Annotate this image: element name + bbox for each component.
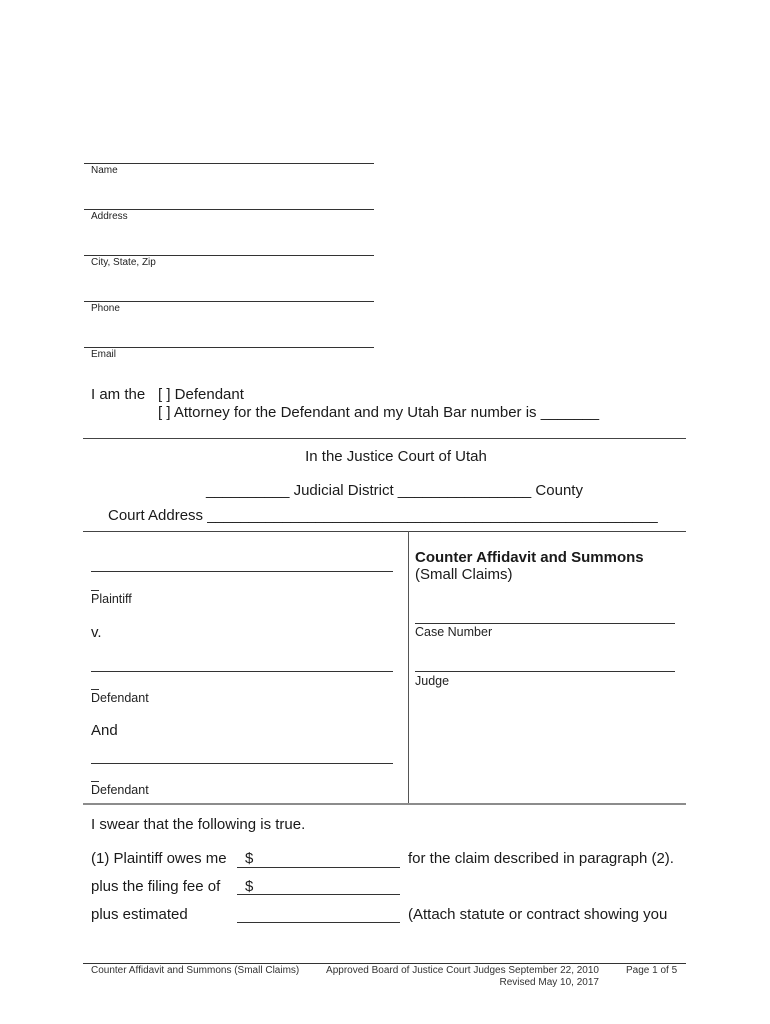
line2-currency: $ [245,878,254,895]
versus-label: v. [91,624,102,641]
estimated-field[interactable] [237,922,400,923]
role-option-defendant[interactable]: [ ] Defendant [158,386,244,403]
address-field[interactable] [84,209,374,210]
underscore-mark [91,689,99,690]
caption-divider [408,531,409,804]
role-option-attorney[interactable]: [ ] Attorney for the Defendant and my Utah Bar number is _______ [158,404,600,421]
footer-form-name: Counter Affidavit and Summons (Small Claims) [91,965,300,976]
court-district-line[interactable]: __________ Judicial District ________________ County [206,482,583,499]
court-address-line[interactable]: Court Address ______________________________________________________ [108,507,658,524]
caption-top-border [83,531,686,532]
case-number-label: Case Number [415,625,493,639]
defendant2-label: Defendant [91,783,149,797]
underscore-mark [91,590,99,591]
line3-label: plus estimated [91,906,188,923]
address-label: Address [91,211,128,222]
line1-currency: $ [245,850,254,867]
city-state-zip-field[interactable] [84,255,374,256]
name-label: Name [91,165,118,176]
form-subtitle: (Small Claims) [415,566,513,583]
and-label: And [91,722,118,739]
line1-label: (1) Plaintiff owes me [91,850,227,867]
defendant-label: Defendant [91,691,149,705]
name-field[interactable] [84,163,374,164]
line3-suffix: (Attach statute or contract showing you [408,906,668,923]
plaintiff-field[interactable] [91,571,393,572]
email-label: Email [91,349,117,360]
case-number-field[interactable] [415,623,675,624]
footer-page-number: Page 1 of 5 [626,965,678,976]
city-state-zip-label: City, State, Zip [91,257,156,268]
swear-statement: I swear that the following is true. [91,816,306,833]
claim-amount-field[interactable] [237,867,400,868]
role-prefix: I am the [91,386,146,403]
judge-field[interactable] [415,671,675,672]
form-title: Counter Affidavit and Summons [415,549,644,566]
judge-label: Judge [415,674,450,688]
line1-suffix: for the claim described in paragraph (2). [408,850,674,867]
underscore-mark [91,781,99,782]
phone-field[interactable] [84,301,374,302]
line2-label: plus the filing fee of [91,878,221,895]
footer-revised: Revised May 10, 2017 [499,977,599,988]
court-title: In the Justice Court of Utah [305,448,487,465]
footer-divider [83,963,686,964]
defendant-field[interactable] [91,671,393,672]
filing-fee-field[interactable] [237,894,400,895]
divider [83,438,686,439]
footer-approved: Approved Board of Justice Court Judges September 22, 2010 [326,965,599,976]
defendant2-field[interactable] [91,763,393,764]
phone-label: Phone [91,303,120,314]
email-field[interactable] [84,347,374,348]
caption-bottom-border [83,803,686,805]
plaintiff-label: Plaintiff [91,592,132,606]
